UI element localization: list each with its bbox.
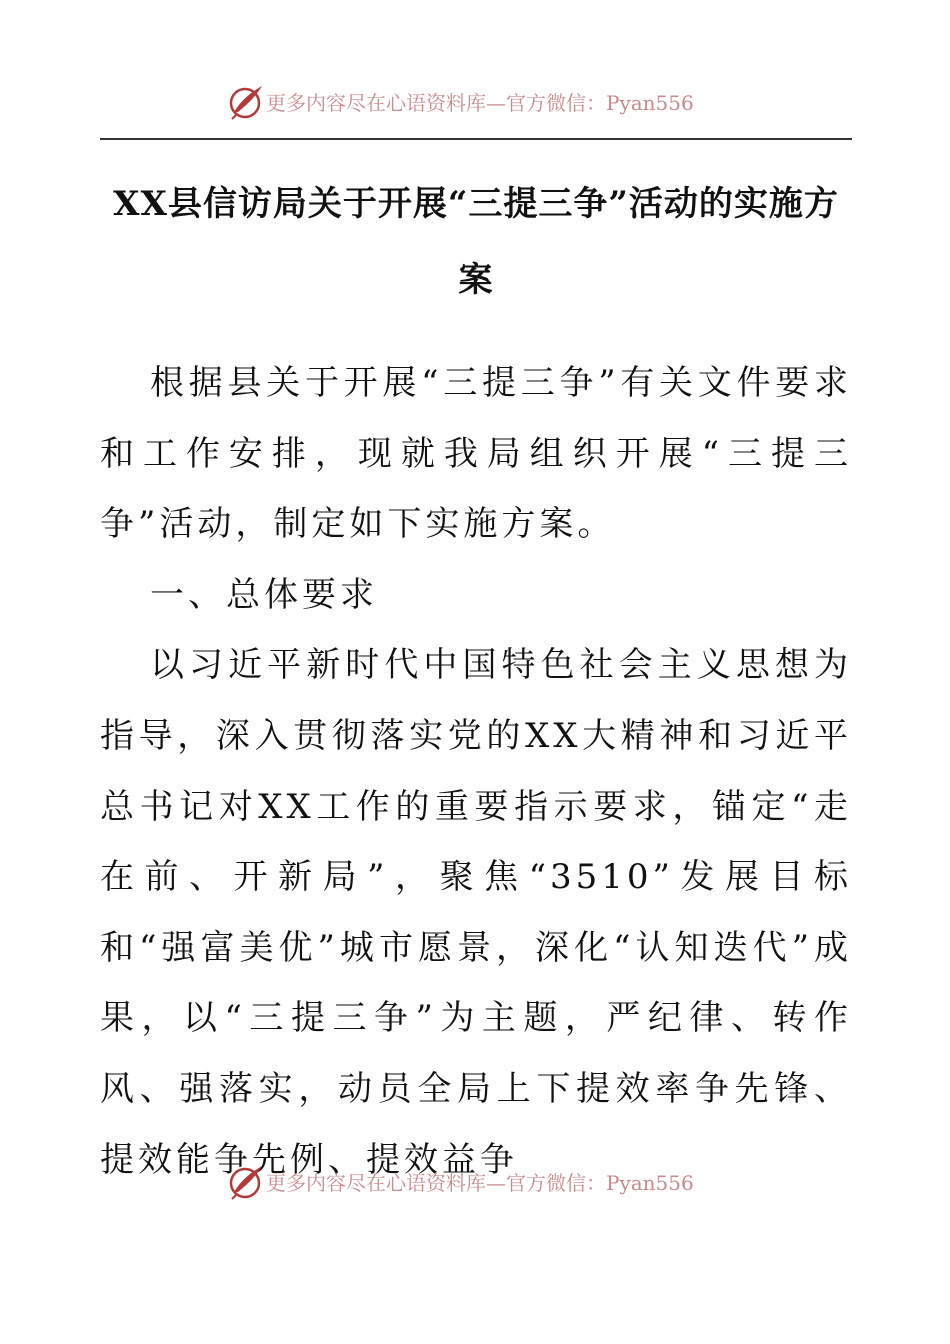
header-divider: [100, 138, 852, 140]
watermark-text: 更多内容尽在心语资料库—官方微信：Pyan556: [266, 1171, 694, 1195]
document-body: [100, 348, 852, 1195]
quill-pen-logo-icon: [226, 1162, 266, 1202]
body-paragraph: 以习近平新时代中国特色社会主义思想为指导，深入贯彻落实党的XX大精神和习近平总书记对XX工作的重要指示要求，锚定“走在前、开新局”，聚焦“3510”发展目标和“强富美优”城市愿景，深化“认知迭代”成果，以“三提三争”为主题，严纪律、转作风、强落实，动员全局上下提效率争先锋、提效能争先例、提效益争: [100, 645, 852, 1180]
document-title: XX县信访局关于开展“三提三争”活动的实施方案: [113, 184, 839, 300]
intro-paragraph: 根据县关于开展“三提三争”有关文件要求和工作安排，现就我局组织开展“三提三争”活动，制定如下实施方案。: [100, 363, 852, 545]
section-heading: 一、总体要求: [150, 574, 378, 615]
header-watermark: [0, 72, 950, 132]
watermark-text: 更多内容尽在心语资料库—官方微信：Pyan556: [266, 91, 694, 115]
footer-watermark: [0, 1152, 950, 1212]
quill-pen-logo-icon: [226, 82, 266, 122]
